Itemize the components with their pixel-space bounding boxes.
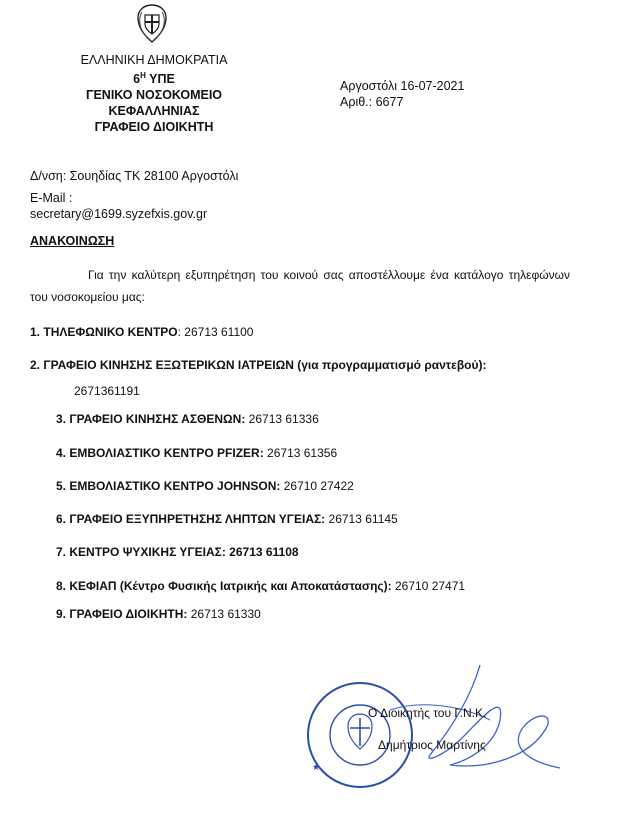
phone-number: 26713 61336	[248, 412, 319, 426]
document-number: Αριθ.: 6677	[340, 95, 404, 109]
phone-item-label: ΚΕΝΤΡΟ ΨΥΧΙΚΗΣ ΥΓΕΙΑΣ:	[69, 545, 226, 559]
phone-item-label: ΕΜΒΟΛΙΑΣΤΙΚΟ ΚΕΝΤΡΟ JOHNSON:	[69, 479, 281, 493]
phone-list-item	[30, 324, 590, 340]
svg-text:★: ★	[312, 763, 321, 773]
phone-list-item	[56, 445, 596, 461]
document-date: Αργοστόλι 16-07-2021	[340, 79, 465, 93]
document-meta	[340, 78, 464, 110]
phone-number: 26713 61356	[267, 446, 338, 460]
phone-item-number: 4.	[56, 446, 67, 460]
email-address: secretary@1699.syzefxis.gov.gr	[30, 207, 208, 221]
phone-number: 26713 61108	[229, 545, 299, 559]
letterhead	[24, 52, 284, 135]
phone-item-number: 5.	[56, 479, 67, 493]
phone-item-number: 1.	[30, 325, 41, 339]
phone-item-number: 8.	[56, 579, 67, 593]
phone-number: 26713 61100	[184, 325, 254, 339]
phone-item-label: ΓΡΑΦΕΙΟ ΚΙΝΗΣΗΣ ΕΞΩΤΕΡΙΚΩΝ ΙΑΤΡΕΙΩΝ (για προγραμματισμό ραντεβού):	[43, 358, 487, 372]
phone-list-item	[56, 478, 596, 494]
phone-item-label: ΚΕΦΙΑΠ (Κέντρο Φυσικής Ιατρικής και Αποκατάστασης):	[69, 579, 392, 593]
coat-of-arms-emblem	[130, 2, 174, 46]
phone-list-item	[56, 411, 596, 427]
header-authority: $6^H$ ΥΠΕ	[133, 71, 175, 87]
signatory-title: Ο Διοικητής του Γ.Ν.Κ.	[368, 706, 487, 720]
phone-number: 26710 27471	[395, 579, 466, 593]
header-office: ΓΡΑΦΕΙΟ ΔΙΟΙΚΗΤΗ	[94, 120, 214, 135]
phone-item-label: ΓΡΑΦΕΙΟ ΚΙΝΗΣΗΣ ΑΣΘΕΝΩΝ:	[69, 412, 246, 426]
announcement-title: ΑΝΑΚΟΙΝΩΣΗ	[30, 234, 115, 248]
phone-list-item	[56, 578, 596, 594]
phone-item-label: ΤΗΛΕΦΩΝΙΚΟ ΚΕΝΤΡΟ	[43, 325, 178, 339]
phone-item-number: 7.	[56, 545, 67, 559]
address-line: Δ/νση: Σουηδίας ΤΚ 28100 Αργοστόλι	[30, 169, 239, 183]
header-hospital: ΓΕΝΙΚΟ ΝΟΣΟΚΟΜΕΙΟ	[85, 88, 223, 103]
email-label: E-Mail :	[30, 191, 73, 205]
phone-item-number: 3.	[56, 412, 67, 426]
phone-number: 2671361191	[74, 384, 140, 398]
phone-item-number: 2.	[30, 358, 41, 372]
header-country: ΕΛΛΗΝΙΚΗ ΔΗΜΟΚΡΑΤΙΑ	[80, 53, 228, 67]
phone-number: 26713 61330	[190, 607, 261, 621]
address-block	[30, 168, 238, 222]
signatory-name: Δημήτριος Μαρτίνης	[378, 738, 486, 752]
phone-item-number: 6.	[56, 512, 67, 526]
header-region: ΚΕΦΑΛΛΗΝΙΑΣ	[108, 104, 200, 119]
phone-list-item	[30, 357, 590, 399]
phone-item-label: ΕΜΒΟΛΙΑΣΤΙΚΟ ΚΕΝΤΡΟ PFIZER:	[69, 446, 264, 460]
phone-item-number: 9.	[56, 607, 67, 621]
phone-number: 26710 27422	[283, 479, 354, 493]
phone-list-item	[56, 606, 596, 622]
phone-list-item	[56, 511, 596, 527]
handwritten-signature	[330, 660, 570, 780]
phone-item-label: ΓΡΑΦΕΙΟ ΔΙΟΙΚΗΤΗ:	[69, 607, 188, 621]
phone-item-separator: :	[177, 325, 185, 339]
phone-item-label: ΓΡΑΦΕΙΟ ΕΞΥΠΗΡΕΤΗΣΗΣ ΛΗΠΤΩΝ ΥΓΕΙΑΣ:	[69, 512, 326, 526]
phone-number: 26713 61145	[328, 512, 398, 526]
phone-list-item	[56, 544, 596, 560]
intro-paragraph: Για την καλύτερη εξυπηρέτηση του κοινού σας αποστέλλουμε ένα κατάλογο τηλεφώνων του νοσοκομείου μας:	[30, 268, 570, 304]
